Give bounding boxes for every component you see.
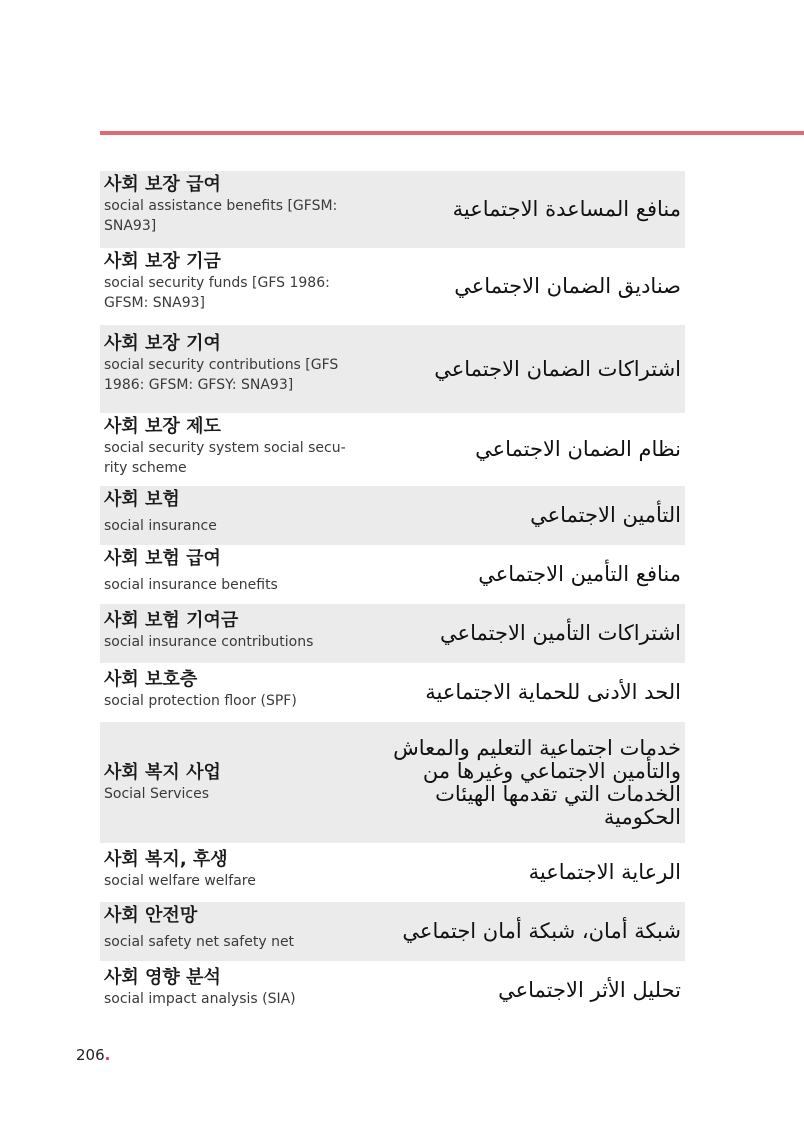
term-target: [358, 843, 685, 902]
page-number: [76, 1046, 110, 1064]
term-source: [100, 902, 358, 961]
glossary-entry: [100, 663, 685, 722]
english-term: social insurance benefits: [104, 577, 278, 593]
glossary-entry: [100, 545, 685, 604]
arabic-term: اشتراكات التأمين الاجتماعي: [440, 621, 681, 645]
korean-term: 사회 복지 사업: [104, 761, 221, 783]
korean-term: 사회 보장 급여: [104, 174, 221, 195]
glossary-entry: [100, 843, 685, 902]
page-number-dot: .: [104, 1046, 111, 1064]
header-rule: [100, 131, 804, 135]
korean-term: 사회 영향 분석: [104, 967, 221, 988]
glossary-entry: [100, 486, 685, 545]
term-target: [358, 248, 685, 325]
arabic-term: خدمات اجتماعية التعليم والمعاش والتأمين الاجتماعي وغيرها من الخدمات التي تقدمها الهيئات الحكومية: [393, 735, 681, 829]
english-term: social welfare welfare: [104, 873, 256, 889]
term-source: [100, 961, 358, 1020]
term-source: [100, 486, 358, 545]
term-source: [100, 722, 358, 843]
term-target: [358, 545, 685, 604]
english-term: social assistance benefits [GFSM: SNA93]: [104, 198, 338, 234]
english-term: Social Services: [104, 785, 209, 802]
term-source: [100, 171, 358, 248]
english-term: social protection floor (SPF): [104, 693, 297, 709]
page-number-value: 206: [76, 1046, 105, 1064]
arabic-term: التأمين الاجتماعي: [530, 503, 681, 527]
term-target: [358, 413, 685, 486]
korean-term: 사회 보험 기여금: [104, 610, 239, 631]
term-target: [358, 722, 685, 843]
korean-term: 사회 보장 기여: [104, 333, 221, 354]
glossary-entry: [100, 902, 685, 961]
korean-term: 사회 보장 기금: [104, 251, 221, 272]
term-target: [358, 902, 685, 961]
arabic-term: تحليل الأثر الاجتماعي: [498, 978, 681, 1002]
korean-term: 사회 안전망: [104, 905, 198, 926]
term-target: [358, 961, 685, 1020]
glossary-entry: [100, 325, 685, 413]
korean-term: 사회 보장 제도: [104, 416, 221, 437]
arabic-term: اشتراكات الضمان الاجتماعي: [434, 356, 681, 381]
term-source: [100, 545, 358, 604]
english-term: social security funds [GFS 1986: GFSM: SNA93]: [104, 275, 330, 311]
english-term: social security contributions [GFS 1986: GFSM: GFSY: SNA93]: [104, 357, 339, 393]
term-target: [358, 171, 685, 248]
arabic-term: صناديق الضمان الاجتماعي: [454, 274, 681, 298]
term-source: [100, 413, 358, 486]
arabic-term: نظام الضمان الاجتماعي: [475, 437, 681, 461]
term-target: [358, 604, 685, 663]
korean-term: 사회 보호층: [104, 669, 198, 690]
korean-term: 사회 보험: [104, 489, 180, 510]
glossary-table: [100, 171, 685, 1020]
english-term: social insurance contributions: [104, 634, 314, 650]
arabic-term: الرعاية الاجتماعية: [528, 860, 681, 884]
english-term: social safety net safety net: [104, 934, 295, 950]
glossary-entry: [100, 413, 685, 486]
glossary-entry: [100, 961, 685, 1020]
korean-term: 사회 복지, 후생: [104, 849, 228, 870]
english-term: social insurance: [104, 518, 217, 534]
arabic-term: منافع التأمين الاجتماعي: [478, 562, 681, 586]
glossary-entry: [100, 171, 685, 248]
glossary-entry: [100, 722, 685, 843]
term-source: [100, 604, 358, 663]
arabic-term: الحد الأدنى للحماية الاجتماعية: [425, 680, 681, 704]
arabic-term: شبكة أمان، شبكة أمان اجتماعي: [402, 919, 681, 943]
term-target: [358, 325, 685, 413]
glossary-entry: [100, 248, 685, 325]
term-source: [100, 325, 358, 413]
term-source: [100, 663, 358, 722]
glossary-entry: [100, 604, 685, 663]
english-term: social impact analysis (SIA): [104, 991, 296, 1007]
korean-term: 사회 보험 급여: [104, 548, 221, 569]
term-source: [100, 843, 358, 902]
english-term: social security system social secu-rity scheme: [104, 440, 346, 476]
term-source: [100, 248, 358, 325]
term-target: [358, 486, 685, 545]
arabic-term: منافع المساعدة الاجتماعية: [452, 197, 681, 221]
term-target: [358, 663, 685, 722]
